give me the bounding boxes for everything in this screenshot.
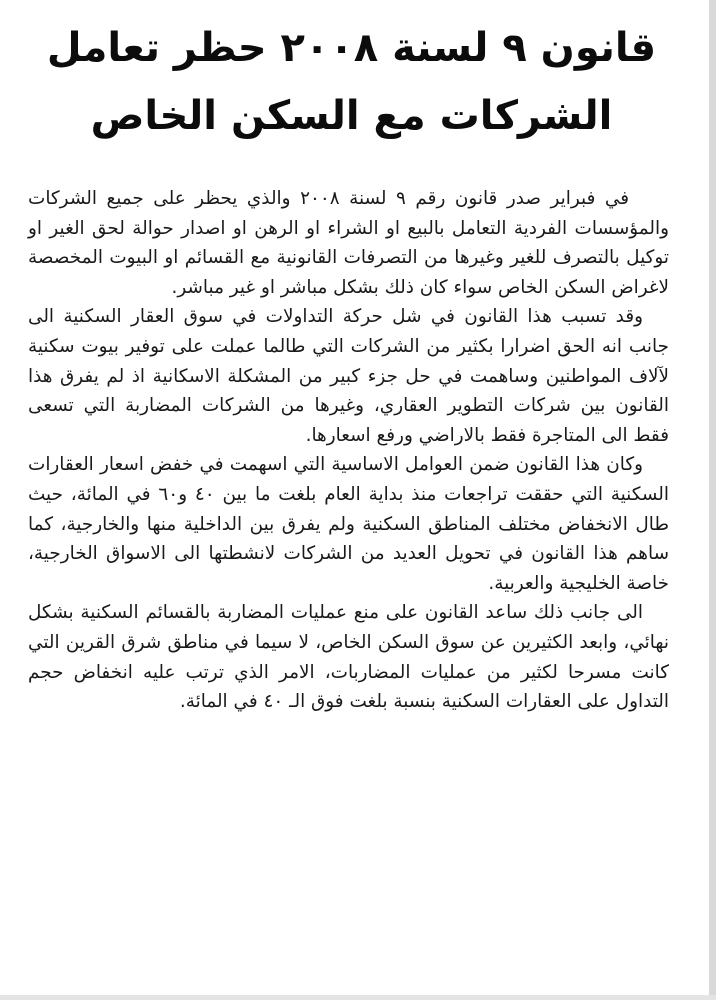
article-body [28,184,669,717]
right-edge-border [709,0,716,1000]
article-paragraph-1: في فبراير صدر قانون رقم ٩ لسنة ٢٠٠٨ والذي يحظر على جميع الشركات والمؤسسات الفردية التعامل بالبيع او الشراء او الرهن او اصدار حوالة لحق الغير او توكيل بالتصرف للغير وغيرها من التصرفات القانونية مع القسائم او البيوت المخصصة لاغراض السكن الخاص سواء كان ذلك بشكل مباشر او غير مباشر. [28,188,669,298]
article-paragraph-2: وقد تسبب هذا القانون في شل حركة التداولات في سوق العقار السكنية الى جانب انه الحق اضرارا بكثير من الشركات التي طالما عملت على توفير بيوت سكنية لآلاف المواطنين وساهمت في حل جزء كبير من المشكلة الاسكانية اذ لم يفرق هذا القانون بين شركات التطوير العقاري، وغيرها من الشركات المضاربة التي تسعى فقط الى المتاجرة فقط بالاراضي ورفع اسعارها. [28,306,669,446]
article-paragraph-3: وكان هذا القانون ضمن العوامل الاساسية التي اسهمت في خفض اسعار العقارات السكنية التي حققت تراجعات منذ بداية العام بلغت ما بين ٤٠ و٦٠ في المائة، حيث طال الانخفاض مختلف المناطق السكنية ولم يفرق بين الداخلية منها والخارجية، كما ساهم هذا القانون في تحويل العديد من الشركات لانشطتها الى الاسواق الخارجية، خاصة الخليجية والعربية. [28,454,669,594]
article-paragraph-4: الى جانب ذلك ساعد القانون على منع عمليات المضاربة بالقسائم السكنية بشكل نهائي، وابعد الكثيرين عن سوق السكن الخاص، لا سيما في مناطق شرق القرين التي كانت مسرحا لكثير من عمليات المضاربات، الامر الذي ترتب عليه انخفاض حجم التداول على العقارات السكنية بنسبة بلغت فوق الـ ٤٠ في المائة. [28,602,669,713]
bottom-edge-border [0,995,716,1000]
headline-line-1: قانون ٩ لسنة ٢٠٠٨ حظر تعامل [46,25,657,71]
headline-line-2: الشركات مع السكن الخاص [90,93,613,139]
article-headline [30,14,673,150]
